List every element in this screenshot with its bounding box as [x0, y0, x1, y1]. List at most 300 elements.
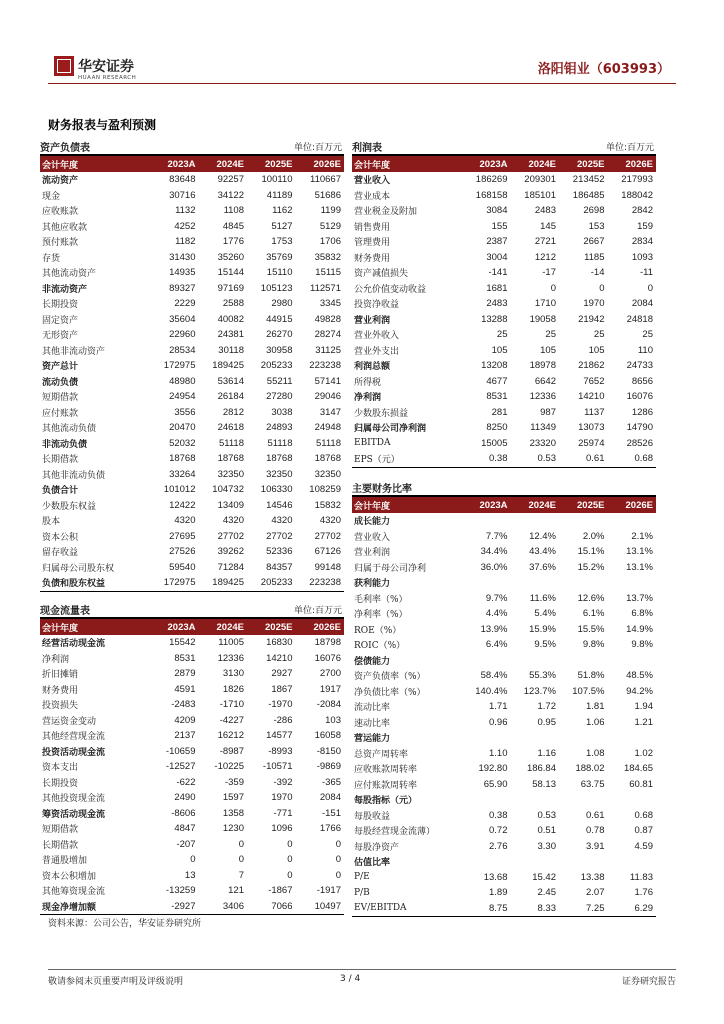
row-value: 14210	[266, 652, 293, 664]
row-label: ROE（%）	[354, 625, 402, 636]
row-value: 27702	[217, 530, 244, 542]
header-year: 2026E	[313, 158, 341, 170]
row-value: 209301	[524, 174, 556, 186]
footer-report-type: 证券研究报告	[621, 977, 676, 987]
row-value: 84357	[266, 561, 293, 573]
row-value: 23320	[529, 437, 556, 449]
row-value: 3.91	[586, 840, 605, 852]
row-value: 48980	[169, 375, 196, 387]
row-value: 13	[184, 869, 196, 881]
row-value: 41189	[266, 189, 293, 201]
header-label: 会计年度	[42, 623, 79, 634]
row-value: -2483	[171, 699, 196, 711]
table-row	[352, 761, 656, 777]
row-value: 0	[287, 838, 293, 850]
row-value: 15.5%	[577, 623, 605, 635]
row-value: 27280	[266, 391, 293, 403]
row-value: -11	[639, 267, 653, 279]
row-value: 2.07	[586, 887, 605, 899]
table-row	[352, 219, 656, 235]
table-row	[352, 188, 656, 204]
row-value: 105	[588, 344, 605, 356]
row-value: 121	[228, 885, 244, 897]
row-label: 营业利润	[354, 548, 391, 559]
row-value: 18768	[217, 453, 244, 465]
row-label: 资产总计	[42, 362, 79, 373]
row-value: -9869	[316, 761, 341, 773]
row-value: -17	[542, 267, 556, 279]
row-value: -365	[321, 776, 341, 788]
header-divider	[48, 83, 676, 84]
row-label: 公允价值变动收益	[354, 284, 427, 295]
row-value: 24948	[314, 422, 341, 434]
row-value: 51686	[314, 189, 341, 201]
table-row	[40, 498, 344, 514]
table-header-row	[352, 156, 656, 172]
table-row	[40, 405, 344, 421]
table-row	[40, 420, 344, 436]
table-row	[352, 420, 656, 436]
row-value: 1826	[222, 683, 244, 695]
row-value: 192.80	[478, 763, 508, 775]
table-row	[40, 234, 344, 250]
row-label: 估值比率	[354, 858, 391, 869]
row-value: 4252	[174, 220, 196, 232]
row-value: 12.6%	[577, 592, 605, 604]
table-row	[352, 622, 656, 638]
row-value: 0.72	[489, 825, 508, 837]
row-value: 99148	[314, 561, 341, 573]
table-row	[40, 172, 344, 188]
header-label: 会计年度	[354, 160, 391, 171]
table-unit: 单位:百万元	[293, 606, 342, 616]
row-value: 52336	[266, 546, 293, 558]
row-value: 105123	[260, 282, 293, 294]
row-value: 2.1%	[631, 530, 653, 542]
row-value: 34122	[217, 189, 244, 201]
row-value: -392	[273, 776, 293, 788]
row-value: 0	[287, 869, 293, 881]
row-value: 67126	[314, 546, 341, 558]
row-value: 189425	[212, 577, 244, 589]
huaan-logo-icon	[54, 56, 74, 76]
row-value: 11005	[218, 637, 244, 649]
row-value: 20470	[169, 422, 196, 434]
row-value: 15115	[315, 267, 341, 279]
row-label: 总资产周转率	[354, 749, 409, 760]
table-row	[40, 358, 344, 374]
row-value: 184.65	[623, 763, 653, 775]
table-row	[352, 513, 656, 529]
table-end-line	[40, 914, 344, 915]
row-value: 9.8%	[631, 639, 653, 651]
header-year: 2026E	[625, 158, 653, 170]
table-row	[352, 265, 656, 281]
table-row	[40, 250, 344, 266]
table-row	[352, 203, 656, 219]
table-row	[352, 405, 656, 421]
table-row	[352, 544, 656, 560]
row-value: 13288	[481, 313, 508, 325]
row-value: 2700	[319, 668, 341, 680]
row-label: ROIC（%）	[354, 641, 406, 652]
row-value: 16212	[217, 730, 244, 742]
header-year: 2026E	[625, 499, 653, 511]
table-title-bar	[352, 138, 656, 156]
company-title: 洛阳钼业（603993）	[537, 62, 670, 77]
table-row	[352, 296, 656, 312]
header-label: 会计年度	[354, 501, 391, 512]
row-label: 营业外支出	[354, 346, 400, 357]
row-value: 4209	[174, 714, 196, 726]
row-value: 48.5%	[626, 670, 653, 682]
row-label: 营业利润	[354, 315, 391, 326]
table-row	[352, 792, 656, 808]
table-row	[40, 759, 344, 775]
row-value: 4591	[174, 683, 196, 695]
row-value: 15.1%	[577, 546, 605, 558]
row-label: 归属于母公司净利	[354, 563, 427, 574]
row-value: 13.38	[580, 871, 605, 883]
table-row	[352, 823, 656, 839]
cashflow-table	[40, 601, 344, 915]
page-number: 3 / 4	[340, 974, 361, 984]
row-value: 16830	[266, 637, 293, 649]
header-year: 2023A	[479, 158, 508, 170]
row-value: 2483	[534, 205, 556, 217]
logo-subtext: HUAAN RESEARCH	[78, 75, 137, 81]
row-value: 1.72	[537, 701, 556, 713]
row-value: 110	[637, 344, 653, 356]
row-value: 39262	[217, 546, 244, 558]
row-value: -359	[224, 776, 244, 788]
row-label: 每股收益	[354, 811, 391, 822]
row-value: 4320	[319, 515, 341, 527]
row-value: 28274	[314, 329, 341, 341]
table-row	[352, 684, 656, 700]
row-value: 7	[238, 869, 244, 881]
row-value: 108259	[309, 484, 341, 496]
row-label: 资产负债率（%）	[354, 672, 426, 683]
row-label: 应付账款	[42, 408, 79, 419]
row-label: 销售费用	[354, 222, 391, 233]
row-value: 29046	[314, 391, 341, 403]
table-row	[352, 451, 656, 467]
table-row	[352, 234, 656, 250]
row-value: 16076	[314, 652, 341, 664]
table-row	[352, 575, 656, 591]
row-value: 27702	[266, 530, 293, 542]
row-value: 83648	[169, 174, 196, 186]
row-value: 110667	[310, 174, 341, 186]
row-value: 0	[647, 282, 653, 294]
table-row	[352, 854, 656, 870]
table-row	[40, 529, 344, 545]
row-label: 其他非流动资产	[42, 346, 106, 357]
row-label: 净利率（%）	[354, 610, 408, 621]
row-value: 14210	[578, 391, 605, 403]
table-row	[352, 715, 656, 731]
row-label: 流动负债	[42, 377, 79, 388]
row-value: 35260	[217, 251, 244, 263]
row-value: 2879	[174, 668, 196, 680]
row-value: 1970	[583, 298, 605, 310]
row-value: 4845	[222, 220, 244, 232]
row-value: 24381	[217, 329, 244, 341]
row-value: 12.4%	[529, 530, 556, 542]
table-row	[40, 837, 344, 853]
row-value: 0	[599, 282, 605, 294]
row-value: 1710	[534, 298, 556, 310]
table-row	[352, 746, 656, 762]
row-value: 24733	[626, 360, 653, 372]
table-row	[40, 374, 344, 390]
row-value: 217993	[621, 174, 653, 186]
row-value: -13259	[165, 885, 196, 897]
row-value: -771	[273, 807, 293, 819]
row-label: 投资损失	[42, 701, 79, 712]
row-value: -10225	[214, 761, 244, 773]
row-value: 112571	[310, 282, 341, 294]
row-value: -10571	[262, 761, 293, 773]
row-value: 2698	[583, 205, 605, 217]
row-label: 留存收益	[42, 548, 79, 559]
table-row	[352, 839, 656, 855]
row-value: 1766	[319, 823, 341, 835]
row-value: 0.68	[634, 809, 653, 821]
row-label: 非流动资产	[42, 284, 88, 295]
row-label: 其他应收款	[42, 222, 88, 233]
row-label: 预付账款	[42, 238, 79, 249]
row-value: 2.76	[489, 840, 508, 852]
row-label: 应收账款周转率	[354, 765, 418, 776]
row-value: 0.38	[489, 453, 508, 465]
row-value: -2927	[171, 900, 196, 912]
row-value: 104732	[212, 484, 244, 496]
header-year: 2024E	[528, 499, 556, 511]
header-year: 2024E	[216, 158, 244, 170]
row-value: 205233	[260, 577, 293, 589]
row-value: 18768	[266, 453, 293, 465]
row-value: 2.0%	[582, 530, 605, 542]
row-label: P/E	[354, 872, 370, 883]
row-value: -8993	[268, 745, 293, 757]
row-label: 获利能力	[354, 579, 391, 590]
row-value: 3004	[486, 251, 508, 263]
row-value: 145	[540, 220, 556, 232]
footer-divider	[48, 969, 676, 970]
table-row	[40, 513, 344, 529]
row-value: 25	[642, 329, 653, 341]
row-value: 36.0%	[480, 561, 508, 573]
row-value: 1.89	[489, 887, 508, 899]
row-value: 186485	[572, 189, 605, 201]
row-value: -8987	[219, 745, 244, 757]
row-value: -1970	[268, 699, 293, 711]
row-label: 无形资产	[42, 331, 79, 342]
row-label: 应收账款	[42, 207, 79, 218]
row-value: 63.75	[580, 778, 605, 790]
row-value: 14577	[266, 730, 293, 742]
row-value: -2084	[316, 699, 341, 711]
row-value: 2084	[631, 298, 653, 310]
table-row	[352, 312, 656, 328]
table-row	[352, 343, 656, 359]
row-value: 6.8%	[631, 608, 653, 620]
row-value: 5.4%	[534, 608, 556, 620]
row-label: 每股经营现金流薄）	[354, 827, 436, 838]
row-value: 4320	[271, 515, 293, 527]
row-value: 1776	[222, 236, 244, 248]
source-note: 资料来源：公司公告，华安证券研究所	[48, 919, 202, 929]
row-label: 现金净增加额	[42, 902, 97, 913]
row-label: 归属母公司净利润	[354, 424, 427, 435]
row-label: 营业外收入	[354, 331, 400, 342]
row-value: 153	[588, 220, 605, 232]
row-label: 投资活动现金流	[42, 747, 106, 758]
row-value: 7.25	[586, 902, 605, 914]
row-value: 6.29	[634, 902, 653, 914]
table-row	[40, 436, 344, 452]
row-value: -141	[488, 267, 508, 279]
table-title: 资产负债表	[40, 143, 90, 154]
row-value: 2980	[271, 298, 293, 310]
row-value: 51.8%	[577, 670, 605, 682]
row-value: 1199	[320, 205, 341, 217]
row-value: 21862	[578, 360, 605, 372]
row-value: 15005	[481, 437, 508, 449]
row-value: 0	[335, 869, 341, 881]
row-value: 6.4%	[485, 639, 508, 651]
row-label: 股本	[42, 517, 61, 528]
row-value: 14.9%	[626, 623, 653, 635]
row-value: 13.7%	[626, 592, 653, 604]
row-value: 94.2%	[626, 685, 653, 697]
row-label: 资本公积	[42, 532, 79, 543]
table-title: 利润表	[352, 143, 382, 154]
row-value: 188042	[621, 189, 653, 201]
table-row	[40, 451, 344, 467]
row-value: 58.4%	[480, 670, 508, 682]
row-value: 2.45	[537, 887, 556, 899]
row-value: 15.9%	[529, 623, 556, 635]
row-value: 1917	[319, 683, 341, 695]
row-value: 58.13	[532, 778, 556, 790]
table-unit: 单位:百万元	[605, 143, 654, 153]
row-value: 13.1%	[626, 561, 653, 573]
row-label: 应付账款周转率	[354, 780, 418, 791]
header-year: 2023A	[479, 499, 508, 511]
table-end-line	[352, 916, 656, 917]
row-label: 营业成本	[354, 191, 391, 202]
row-label: 短期借款	[42, 825, 79, 836]
table-row	[40, 281, 344, 297]
page-header	[48, 54, 676, 84]
table-row	[40, 775, 344, 791]
row-value: 13.9%	[480, 623, 508, 635]
row-label: P/B	[354, 887, 370, 898]
row-value: 1867	[271, 683, 293, 695]
row-value: 1.02	[634, 747, 653, 759]
table-row	[40, 265, 344, 281]
table-row	[40, 343, 344, 359]
row-value: 31125	[315, 344, 341, 356]
table-end-line	[40, 591, 344, 592]
row-label: 财务费用	[42, 685, 79, 696]
row-value: 15.42	[532, 871, 556, 883]
row-value: 16076	[626, 391, 653, 403]
table-row	[40, 651, 344, 667]
row-value: 0	[287, 854, 293, 866]
row-label: 现金	[42, 191, 61, 202]
row-label: 固定资产	[42, 315, 79, 326]
row-label: 营运资金变动	[42, 716, 97, 727]
row-value: -622	[176, 776, 196, 788]
row-value: 0.95	[537, 716, 556, 728]
row-value: 3084	[486, 205, 508, 217]
row-value: 1212	[534, 251, 556, 263]
row-value: 5129	[319, 220, 341, 232]
row-label: 营业收入	[354, 532, 391, 543]
row-value: 28534	[169, 344, 196, 356]
row-value: 26270	[266, 329, 293, 341]
row-label: 长期投资	[42, 300, 79, 311]
row-value: 7.7%	[485, 530, 508, 542]
row-value: 188.02	[575, 763, 605, 775]
table-row	[40, 821, 344, 837]
row-value: 1.76	[634, 887, 653, 899]
row-label: 管理费用	[354, 238, 391, 249]
row-value: 43.4%	[529, 546, 556, 558]
row-label: 存货	[42, 253, 61, 264]
row-label: 长期借款	[42, 455, 79, 466]
table-header-row	[40, 156, 344, 172]
row-value: 1.06	[586, 716, 605, 728]
row-value: 2667	[583, 236, 605, 248]
logo-text: 华安证券	[78, 59, 134, 75]
row-value: 2084	[319, 792, 341, 804]
row-value: 32350	[266, 468, 293, 480]
row-label: 净利润	[42, 654, 70, 665]
row-value: 8.75	[489, 902, 508, 914]
row-value: 123.7%	[523, 685, 556, 697]
row-value: -207	[176, 838, 196, 850]
table-row	[352, 606, 656, 622]
row-value: 6.1%	[582, 608, 605, 620]
row-label: 折旧摊销	[42, 670, 79, 681]
row-value: 223238	[309, 577, 341, 589]
row-value: 0	[190, 854, 196, 866]
row-value: 3147	[319, 406, 341, 418]
table-title: 主要财务比率	[352, 484, 412, 495]
table-row	[40, 635, 344, 651]
row-value: 32350	[217, 468, 244, 480]
table-row	[40, 728, 344, 744]
row-label: 投资净收益	[354, 300, 400, 311]
row-value: 9.8%	[582, 639, 605, 651]
table-row	[352, 885, 656, 901]
row-label: 其他经营现金流	[42, 732, 106, 743]
table-row	[352, 668, 656, 684]
row-value: 5127	[271, 220, 293, 232]
row-value: 101012	[163, 484, 196, 496]
row-value: 18768	[314, 453, 341, 465]
table-row	[352, 327, 656, 343]
row-label: 负债合计	[42, 486, 79, 497]
row-value: 0.87	[634, 825, 653, 837]
row-value: 13073	[578, 422, 605, 434]
row-value: -1917	[316, 885, 341, 897]
